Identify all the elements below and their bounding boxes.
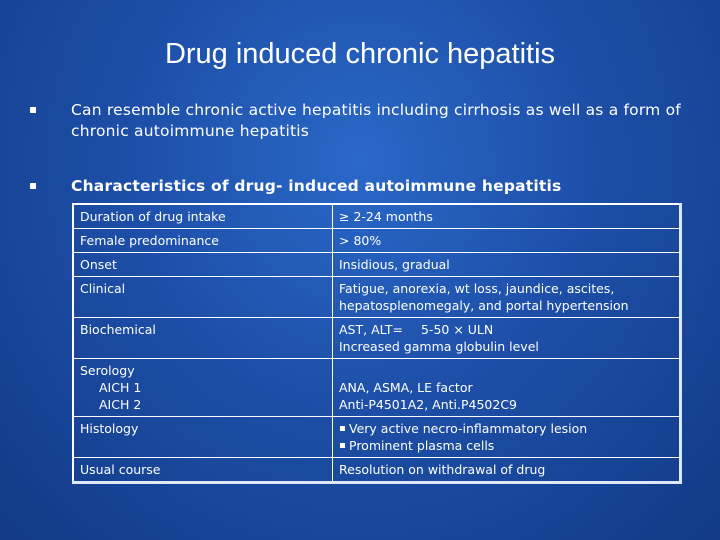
histology-item: Prominent plasma cells — [349, 438, 495, 453]
square-bullet-icon — [30, 183, 36, 189]
table-row — [73, 253, 681, 277]
table-row — [73, 318, 681, 359]
biochem-enzymes: AST, ALT= — [339, 322, 403, 337]
row-label: Clinical — [73, 277, 333, 318]
row-label: Duration of drug intake — [73, 204, 333, 229]
row-label: Usual course — [73, 458, 333, 483]
row-label — [73, 359, 333, 417]
row-value — [333, 417, 681, 458]
serology-label: Serology — [80, 363, 135, 378]
row-value — [333, 359, 681, 417]
serology-value-1: ANA, ASMA, LE factor — [339, 380, 473, 395]
row-label: Histology — [73, 417, 333, 458]
row-value: Fatigue, anorexia, wt loss, jaundice, ascites, hepatosplenomegaly, and portal hypertension — [333, 277, 681, 318]
row-label: Female predominance — [73, 229, 333, 253]
row-value: > 80% — [333, 229, 681, 253]
square-bullet-icon — [340, 443, 345, 448]
serology-sub-aich1: AICH 1 — [99, 380, 142, 395]
biochem-globulin: Increased gamma globulin level — [339, 339, 539, 354]
histology-item: Very active necro-inflammatory lesion — [349, 421, 588, 436]
row-value — [333, 318, 681, 359]
biochem-range: 5-50 × ULN — [420, 322, 494, 337]
square-bullet-icon — [30, 107, 36, 113]
square-bullet-icon — [340, 426, 345, 431]
bullet-text: Can resemble chronic active hepatitis including cirrhosis as well as a form of chronic autoimmune hepatitis — [71, 101, 681, 140]
slide-title: Drug induced chronic hepatitis — [164, 38, 556, 70]
serology-sub-aich2: AICH 2 — [99, 397, 142, 412]
table-row — [73, 417, 681, 458]
bullet-item — [30, 176, 690, 197]
table-row — [73, 229, 681, 253]
characteristics-table — [72, 203, 682, 484]
row-label: Biochemical — [73, 318, 333, 359]
row-label: Onset — [73, 253, 333, 277]
row-value: Resolution on withdrawal of drug — [333, 458, 681, 483]
bullet-item — [30, 100, 690, 142]
table-row — [73, 204, 681, 229]
bullet-text: Characteristics of drug- induced autoimmune hepatitis — [71, 177, 562, 195]
table-row — [73, 458, 681, 483]
table-row — [73, 277, 681, 318]
row-value: ≥ 2-24 months — [333, 204, 681, 229]
table-row — [73, 359, 681, 417]
serology-value-2: Anti-P4501A2, Anti.P4502C9 — [339, 397, 518, 412]
row-value: Insidious, gradual — [333, 253, 681, 277]
